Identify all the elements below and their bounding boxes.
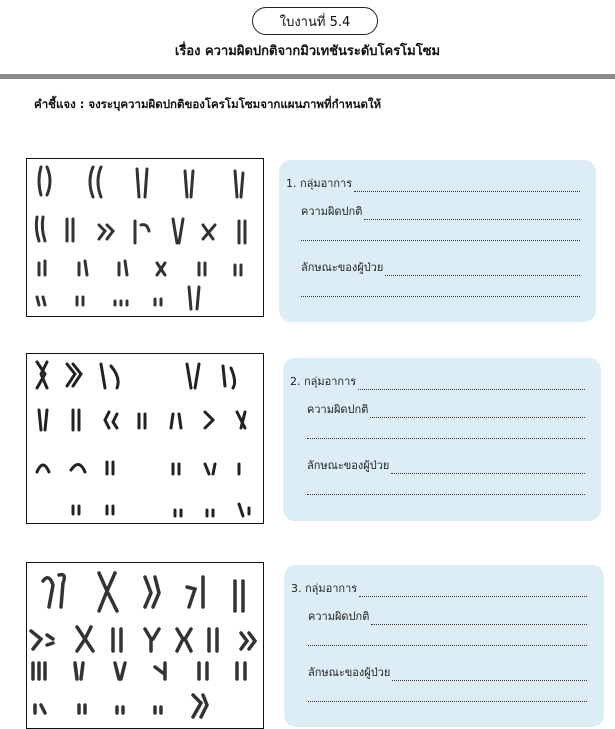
group-field-2[interactable] — [290, 372, 585, 390]
symptoms-field-3[interactable] — [308, 663, 587, 681]
abnormality-label-1: ความผิดปกติ — [301, 205, 363, 218]
group-answer-line-2[interactable] — [358, 379, 585, 390]
group-label-3: 3. กลุ่มอาการ — [291, 582, 358, 595]
answer-panel-2 — [283, 358, 601, 521]
abnormality-label-3: ความผิดปกติ — [308, 610, 370, 623]
abnormality-blank-line-2[interactable] — [307, 428, 585, 439]
karyotype-image-2 — [26, 353, 264, 524]
symptoms-blank-line-2[interactable] — [307, 484, 585, 495]
abnormality-answer-line-3[interactable] — [371, 614, 587, 625]
symptoms-label-3: ลักษณะของผู้ป่วย — [308, 666, 391, 679]
symptoms-label-2: ลักษณะของผู้ป่วย — [307, 459, 390, 472]
symptoms-answer-line-3[interactable] — [392, 670, 587, 681]
header-divider — [0, 74, 615, 79]
abnormality-answer-line-2[interactable] — [370, 407, 585, 418]
instruction-text: คำชี้แจง : จงระบุความผิดปกติของโครโมโซมจากแผนภาพที่กำหนดให้ — [34, 97, 382, 111]
answer-panel-3 — [284, 565, 604, 727]
abnormality-field-2[interactable] — [307, 400, 585, 418]
symptoms-blank-line-1[interactable] — [301, 286, 580, 297]
abnormality-answer-line-1[interactable] — [364, 209, 580, 220]
abnormality-field-1[interactable] — [301, 202, 580, 220]
symptoms-field-2[interactable] — [307, 456, 585, 474]
group-answer-line-3[interactable] — [359, 586, 587, 597]
symptoms-answer-line-1[interactable] — [385, 265, 580, 276]
worksheet-subtitle: เรื่อง ความผิดปกติจากมิวเทชันระดับโครโมโซม — [174, 44, 441, 59]
group-field-3[interactable] — [291, 579, 587, 597]
group-field-1[interactable] — [286, 174, 580, 192]
symptoms-blank-line-3[interactable] — [308, 691, 587, 702]
group-label-2: 2. กลุ่มอาการ — [290, 375, 357, 388]
symptoms-answer-line-2[interactable] — [391, 463, 585, 474]
karyotype-image-1 — [26, 158, 264, 317]
worksheet-label: ใบงานที่ 5.4 — [279, 14, 351, 30]
abnormality-blank-line-1[interactable] — [301, 230, 580, 241]
answer-panel-1 — [279, 160, 596, 322]
abnormality-label-2: ความผิดปกติ — [307, 403, 369, 416]
symptoms-label-1: ลักษณะของผู้ป่วย — [301, 261, 384, 274]
abnormality-field-3[interactable] — [308, 607, 587, 625]
abnormality-blank-line-3[interactable] — [308, 635, 587, 646]
group-answer-line-1[interactable] — [354, 181, 580, 192]
karyotype-image-3 — [26, 562, 264, 729]
worksheet-title-pill — [252, 7, 378, 35]
group-label-1: 1. กลุ่มอาการ — [286, 177, 353, 190]
symptoms-field-1[interactable] — [301, 258, 580, 276]
